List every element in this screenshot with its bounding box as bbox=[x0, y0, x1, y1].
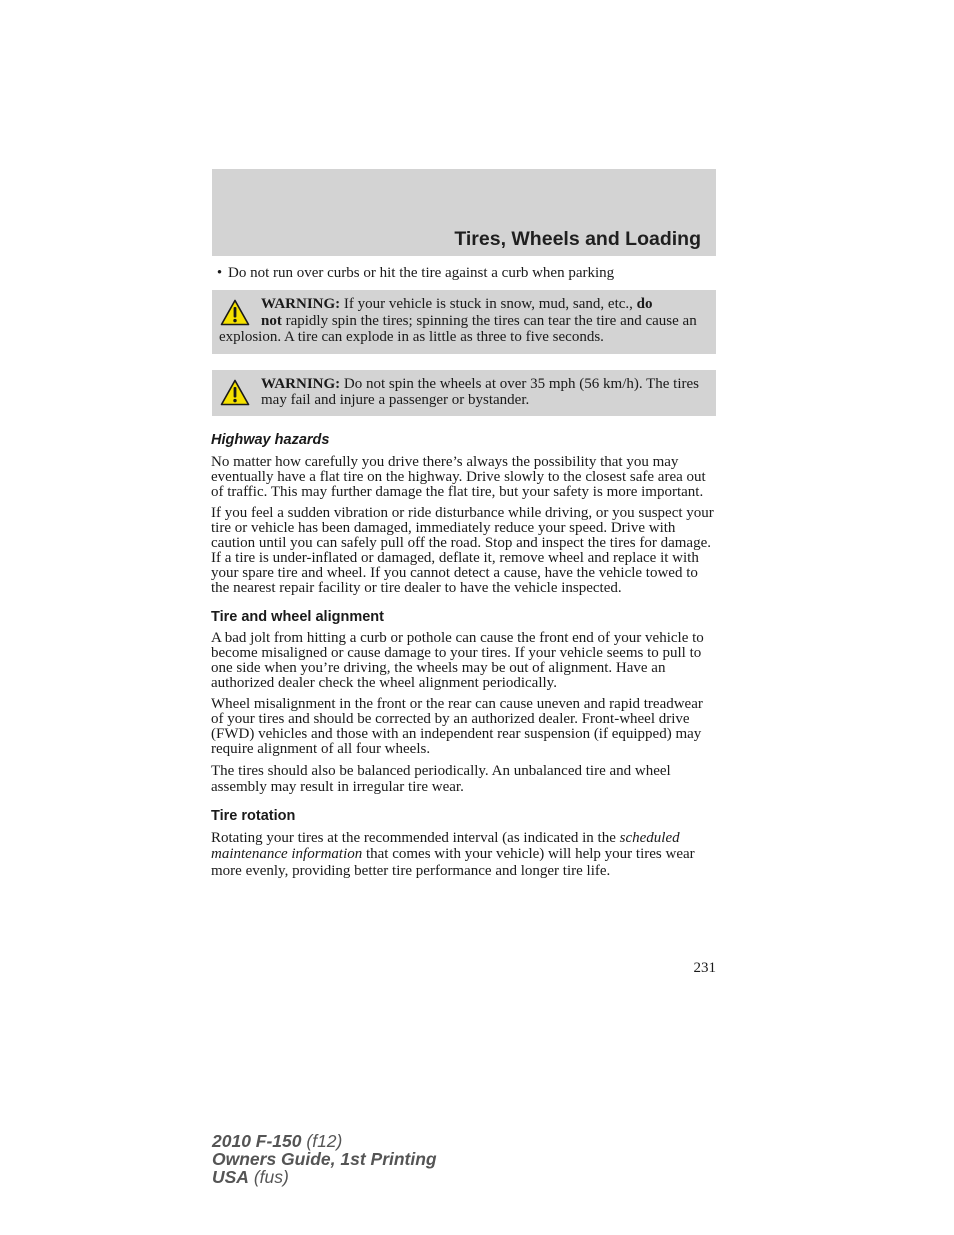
heading-tire-wheel-alignment: Tire and wheel alignment bbox=[211, 608, 384, 625]
page-content bbox=[211, 266, 717, 885]
bullet-symbol: • bbox=[216, 265, 223, 281]
paragraph: Wheel misalignment in the front or the rear can cause uneven and rapid treadwear of your tires and should be corrected by an authorized dealer. Front-wheel drive (FWD) vehicles and those with an independent rear suspension (if equipped) may require alignment of all four wheels. bbox=[211, 695, 703, 757]
paragraph: A bad jolt from hitting a curb or pothole can cause the front end of your vehicle to become misaligned or cause damage to your tires. If your vehicle seems to pull to one side when you’re driving, the wheels may be out of alignment. Have an authorized dealer check the wheel alignment periodically. bbox=[211, 629, 704, 691]
page-number: 231 bbox=[693, 960, 716, 976]
warning-label: WARNING: bbox=[261, 375, 341, 392]
warning-emphasis: not bbox=[261, 312, 282, 329]
warning-triangle-icon bbox=[220, 379, 250, 406]
paragraph: No matter how carefully you drive there’s always the possibility that you may eventually have a flat tire on the highway. Drive slowly to the closest safe area out of traffic. This may further damage the flat tire, but your safety is more important. bbox=[211, 453, 706, 500]
warning-box-spin-stuck bbox=[212, 290, 716, 354]
document-footer bbox=[212, 1132, 437, 1186]
warning-label: WARNING: bbox=[261, 296, 341, 312]
paragraph-text: that comes with your vehicle) will help your tires wear more evenly, providing better tire performance and longer tire life. bbox=[211, 846, 695, 879]
footer-line-printing: Owners Guide, 1st Printing bbox=[212, 1149, 437, 1169]
warning-emphasis: do bbox=[636, 296, 653, 312]
footer-line-market: USA (fus) bbox=[212, 1167, 289, 1187]
section-header-band bbox=[212, 169, 716, 256]
warning-text: rapidly spin the tires; spinning the tires can tear the tire and cause an explosion. A tire can explode in as little as three to five seconds. bbox=[219, 312, 697, 345]
warning-box-spin-speed bbox=[212, 370, 716, 416]
paragraph-tire-rotation bbox=[211, 830, 717, 880]
maintenance-reference: scheduled maintenance information bbox=[211, 829, 680, 862]
heading-tire-rotation: Tire rotation bbox=[211, 807, 296, 824]
bullet-text: Do not run over curbs or hit the tire against a curb when parking bbox=[228, 265, 615, 281]
section-title: Tires, Wheels and Loading bbox=[454, 228, 701, 250]
paragraph: If you feel a sudden vibration or ride disturbance while driving, or you suspect your tire or vehicle has been damaged, immediately reduce your speed. Drive with caution until you can safely pull off the road. Stop and inspect the tires for damage. If a tire is under-inflated or damaged, deflate it, remove wheel and replace it with your spare tire and wheel. If you cannot detect a cause, have the vehicle towed to the nearest repair facility or tire dealer to have the vehicle inspected. bbox=[211, 504, 714, 596]
paragraph: The tires should also be balanced periodically. An unbalanced tire and wheel assembly may result in irregular tire wear. bbox=[211, 762, 671, 795]
bullet-item bbox=[211, 266, 717, 281]
footer-line-model: 2010 F-150 (f12) bbox=[212, 1131, 343, 1151]
warning-text: Do not spin the wheels at over 35 mph (56 km/h). The tires may fail and injure a passenger or bystander. bbox=[261, 375, 699, 408]
warning-triangle-icon bbox=[220, 299, 250, 326]
warning-text: If your vehicle is stuck in snow, mud, sand, etc., bbox=[340, 296, 637, 312]
paragraph-text: Rotating your tires at the recommended interval (as indicated in the bbox=[211, 829, 620, 846]
heading-highway-hazards: Highway hazards bbox=[211, 431, 330, 448]
